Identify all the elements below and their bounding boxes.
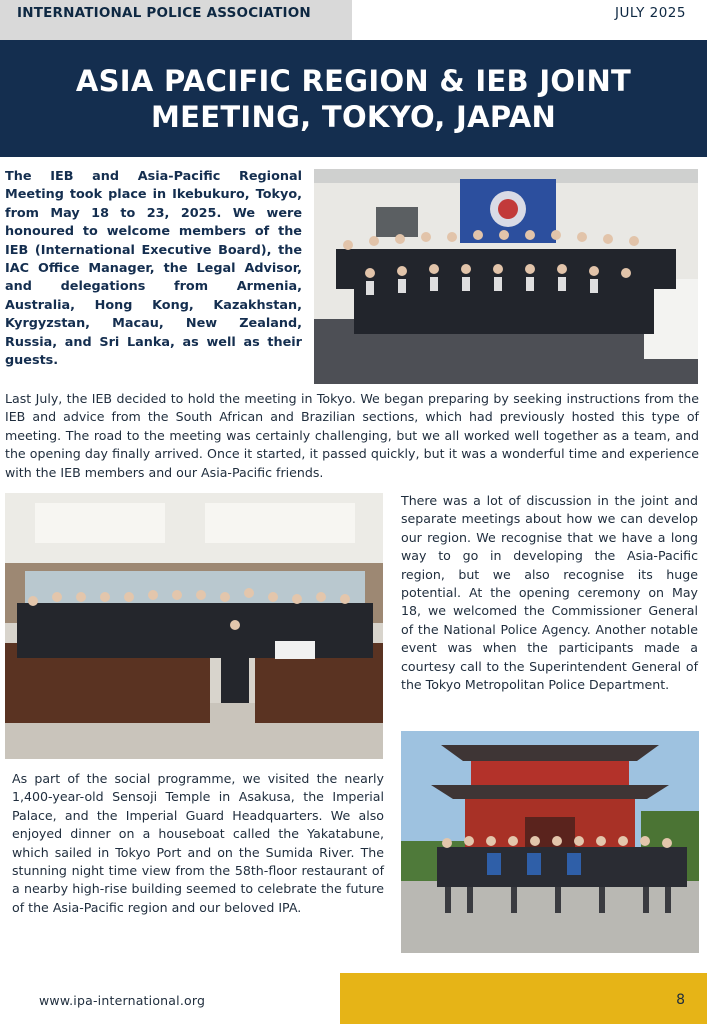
issue-date: JULY 2025: [615, 5, 686, 21]
title-banner: [0, 40, 707, 157]
organization-name: INTERNATIONAL POLICE ASSOCIATION: [0, 0, 352, 40]
footer-website[interactable]: www.ipa-international.org: [39, 993, 206, 1008]
meeting-room-photo: [5, 493, 383, 759]
sensoji-temple-photo: [401, 731, 699, 953]
body-paragraph-2: There was a lot of discussion in the joint and separate meetings about how we can develop our region. We recognise that we have a long way to go in developing the Asia-Pacific region, but we also recognise its huge potential. At the opening ceremony on May 18, we welcomed the Commissioner General of the National Police Agency. Another notable event was when the participants made a courtesy call to the Superintendent General of the Tokyo Metropolitan Police Department.: [401, 493, 698, 693]
lead-paragraph: The IEB and Asia-Pacific Regional Meeting took place in Ikebukuro, Tokyo, from May 18 to 23, 2025. We were honoured to welcome members of the IEB (International Executive Board), the IAC Office Manager, the Legal Advisor, and delegations from Armenia, Australia, Hong Kong, Kazakhstan, Kyrgyzstan, Macau, New Zealand, Russia, and Sri Lanka, as well as their guests.: [5, 169, 302, 369]
group-photo-flag: [314, 169, 698, 384]
body-paragraph-3: As part of the social programme, we visited the nearly 1,400-year-old Sensoji Temple in Asakusa, the Imperial Palace, and the Imperial Guard Headquarters. We also enjoyed dinner on a houseboat called the Yakatabune, which sailed in Tokyo Port and on the Sumida River. The stunning night time view from the 58th-floor restaurant of a nearby high-rise building seemed to celebrate the future of the Asia-Pacific region and our beloved IPA.: [12, 771, 384, 915]
footer-accent-bar: [340, 973, 707, 1024]
article-title: ASIA PACIFIC REGION & IEB JOINT MEETING, TOKYO, JAPAN: [75, 63, 632, 134]
page-number: 8: [676, 992, 685, 1008]
body-paragraph-1: Last July, the IEB decided to hold the meeting in Tokyo. We began preparing by seeking instructions from the IEB and advice from the South African and Brazilian sections, which had previously hosted this type of meeting. The road to the meeting was certainly challenging, but we all worked well together as a team, and the opening day finally arrived. Once it started, it passed quickly, but it was a wonderful time and experience with the IEB members and our Asia-Pacific friends.: [5, 391, 699, 480]
